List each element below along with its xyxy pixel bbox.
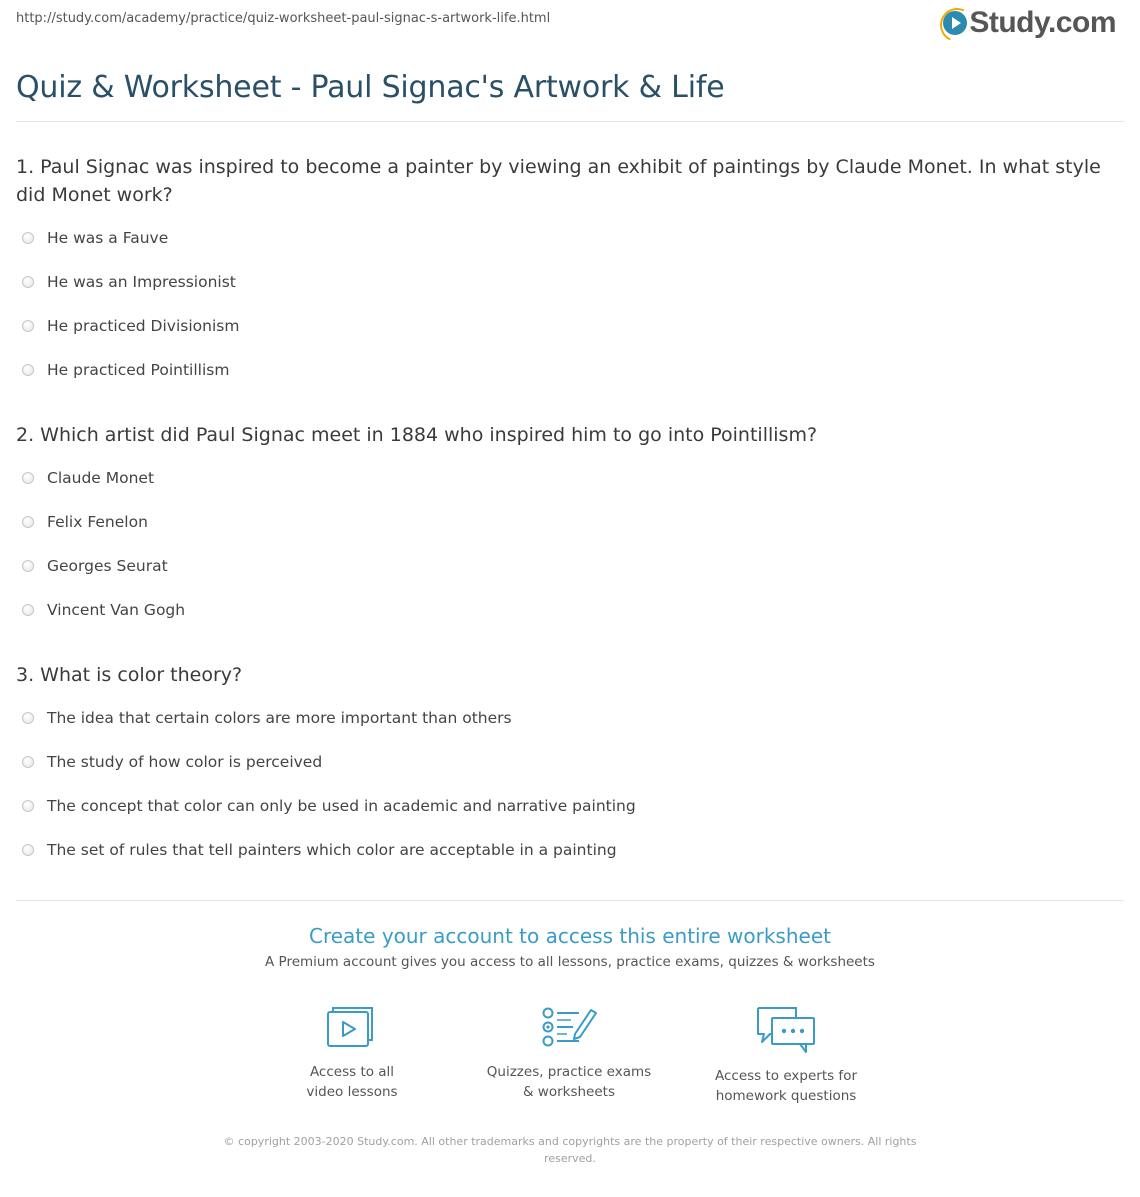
feature-label: Access to all video lessons xyxy=(306,1064,398,1100)
radio-button[interactable] xyxy=(22,472,34,484)
radio-button[interactable] xyxy=(22,560,34,572)
option-label: Vincent Van Gogh xyxy=(47,601,186,619)
radio-button[interactable] xyxy=(22,516,34,528)
question-1-text: 1. Paul Signac was inspired to become a painter by viewing an exhibit of paintings by Claude Monet. In what style did Monet work? xyxy=(16,156,1101,206)
feature-quizzes xyxy=(469,1004,669,1102)
radio-button[interactable] xyxy=(22,604,34,616)
radio-button[interactable] xyxy=(22,276,34,288)
logo-text: Study.com xyxy=(969,6,1116,39)
cta-divider xyxy=(16,900,1124,901)
feature-video-lessons xyxy=(252,1004,452,1102)
page-title: Quiz & Worksheet - Paul Signac's Artwork & Life xyxy=(16,70,725,105)
question-2-option-2[interactable] xyxy=(22,512,148,532)
feature-label: Access to experts for homework questions xyxy=(714,1068,857,1104)
question-1-option-2[interactable] xyxy=(22,272,236,292)
option-label: The study of how color is perceived xyxy=(47,753,323,771)
question-1-option-1[interactable] xyxy=(22,228,168,248)
question-2-option-3[interactable] xyxy=(22,556,168,576)
question-3-option-1[interactable] xyxy=(22,708,512,728)
question-3-option-2[interactable] xyxy=(22,752,322,772)
title-divider xyxy=(16,121,1124,122)
radio-button[interactable] xyxy=(22,320,34,332)
play-logo-icon xyxy=(943,11,967,35)
question-2-text: 2. Which artist did Paul Signac meet in 1884 who inspired him to go into Pointillism? xyxy=(16,424,818,446)
radio-button[interactable] xyxy=(22,844,34,856)
quiz-checklist-icon xyxy=(539,1004,599,1050)
radio-button[interactable] xyxy=(22,232,34,244)
video-lessons-icon xyxy=(324,1004,380,1050)
question-3-option-4[interactable] xyxy=(22,840,617,860)
question-1-option-4[interactable] xyxy=(22,360,229,380)
option-label: He was a Fauve xyxy=(47,229,169,247)
radio-button[interactable] xyxy=(22,712,34,724)
option-label: He practiced Pointillism xyxy=(47,361,230,379)
radio-button[interactable] xyxy=(22,364,34,376)
cta-subtitle: A Premium account gives you access to all lessons, practice exams, quizzes & worksheets xyxy=(265,954,875,970)
radio-button[interactable] xyxy=(22,756,34,768)
option-label: Felix Fenelon xyxy=(47,513,148,531)
option-label: He practiced Divisionism xyxy=(47,317,240,335)
option-label: Georges Seurat xyxy=(47,557,168,575)
cta-title-link[interactable]: Create your account to access this entire worksheet xyxy=(309,924,831,948)
page-url: http://study.com/academy/practice/quiz-worksheet-paul-signac-s-artwork-life.html xyxy=(16,11,551,26)
option-label: The idea that certain colors are more important than others xyxy=(47,709,512,727)
option-label: The concept that color can only be used in academic and narrative painting xyxy=(47,797,636,815)
question-1-option-3[interactable] xyxy=(22,316,239,336)
feature-experts xyxy=(686,1004,886,1106)
option-label: Claude Monet xyxy=(47,469,155,487)
option-label: He was an Impressionist xyxy=(47,273,236,291)
study-logo[interactable] xyxy=(943,6,1116,40)
question-3-text: 3. What is color theory? xyxy=(16,664,243,686)
feature-label: Quizzes, practice exams & worksheets xyxy=(486,1064,652,1100)
question-2-option-1[interactable] xyxy=(22,468,154,488)
question-2-option-4[interactable] xyxy=(22,600,185,620)
expert-chat-icon xyxy=(754,1004,818,1054)
copyright-text: © copyright 2003-2020 Study.com. All other trademarks and copyrights are the property of their respective owners. All rights reserved. xyxy=(223,1135,917,1165)
question-3-option-3[interactable] xyxy=(22,796,636,816)
option-label: The set of rules that tell painters which color are acceptable in a painting xyxy=(47,841,617,859)
radio-button[interactable] xyxy=(22,800,34,812)
